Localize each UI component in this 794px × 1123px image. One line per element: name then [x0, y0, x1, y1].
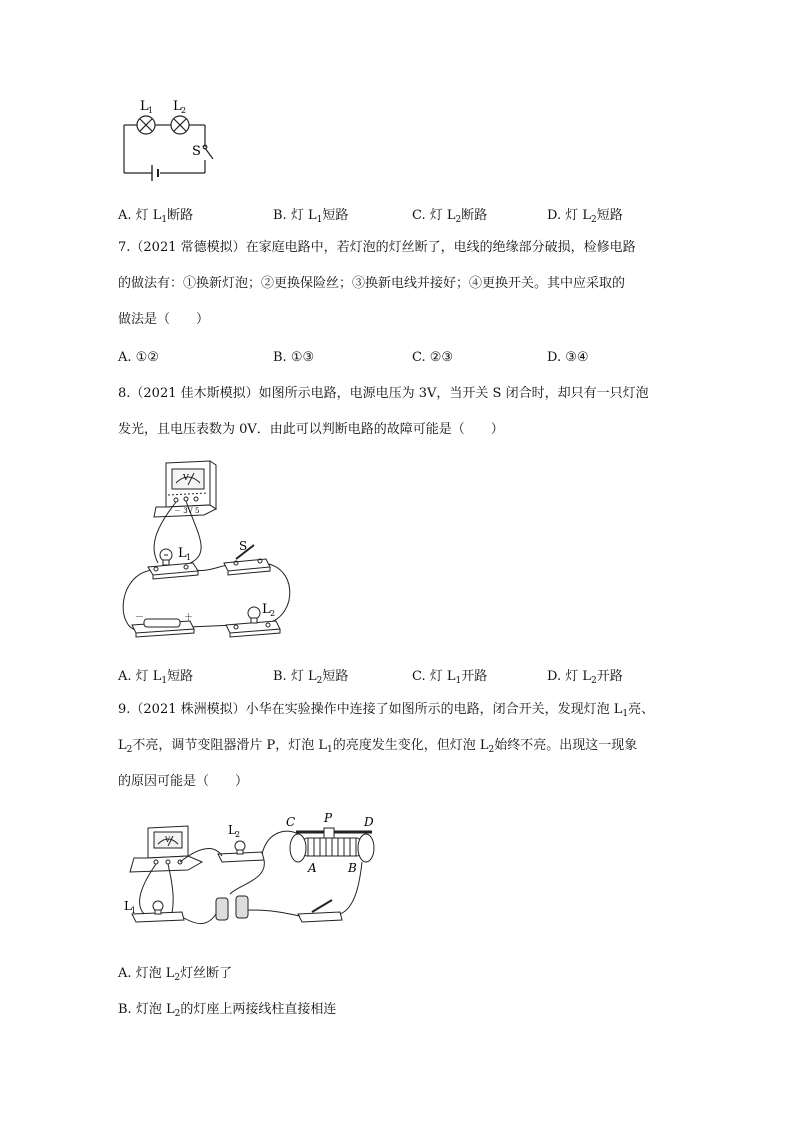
label-c: C	[286, 815, 296, 829]
voltmeter-label: V	[183, 473, 189, 482]
q7-option-c[interactable]: C. ②③	[412, 350, 454, 365]
label-s: S	[192, 144, 201, 159]
q7-option-a[interactable]: A. ①②	[118, 350, 159, 365]
q7-option-b[interactable]: B. ①③	[273, 350, 315, 365]
q9-circuit-picture	[118, 810, 398, 940]
battery-icon	[216, 896, 248, 920]
q8-option-a[interactable]: A. 灯 $L_1$短路	[118, 669, 194, 686]
label-d: D	[364, 815, 374, 829]
q9-stem-line2: $L_2$不亮，调节变阻器滑片 P，灯泡 $L_1$的亮度发生变化，但灯泡 $L_2$始终不亮。出现这一现象	[118, 738, 638, 755]
q8-option-c[interactable]: C. 灯 $L_1$开路	[412, 669, 488, 686]
lamp-icon	[137, 116, 155, 134]
voltmeter-icon	[130, 826, 202, 872]
bulb-icon	[235, 841, 245, 854]
q7-option-d[interactable]: D. ③④	[547, 350, 589, 365]
q7-stem-line3: 做法是（ ）	[118, 312, 210, 327]
bulb-icon	[153, 901, 163, 914]
label-p: P	[324, 811, 333, 825]
battery-plus: ＋	[184, 613, 194, 623]
label-l1-sub: 1	[148, 106, 154, 115]
label-l2: L	[173, 99, 182, 114]
q8-option-b[interactable]: B. 灯 $L_2$短路	[273, 669, 349, 686]
q7-stem-line2: 的做法有：①换新灯泡；②更换保险丝；③换新电线并接好；④更换开关。其中应采取的	[118, 276, 626, 291]
label-l2: L	[262, 602, 271, 617]
voltmeter-terminals: － 3V 5	[174, 507, 200, 515]
switch-icon	[298, 900, 342, 922]
q9-option-a[interactable]: A. 灯泡 $L_2$灯丝断了	[118, 966, 233, 983]
label-l1: L	[124, 899, 132, 913]
label-l2: L	[228, 823, 236, 837]
label-a: A	[308, 861, 317, 875]
bulb-icon	[248, 607, 260, 623]
label-l1-sub: 1	[131, 906, 137, 915]
q8-stem-line1: 8.（2021 佳木斯模拟）如图所示电路，电源电压为 3V，当开关 S 闭合时，却只有一只灯泡	[118, 386, 649, 401]
q8-stem-line2: 发光，且电压表数为 0V．由此可以判断电路的故障可能是（ ）	[118, 422, 504, 437]
rheostat-icon	[290, 828, 374, 862]
q6-option-a[interactable]: A. 灯 $L_1$断路	[118, 208, 194, 225]
label-l2-sub: 2	[270, 609, 276, 618]
q9-stem-line1: 9.（2021 株洲模拟）小华在实验操作中连接了如图所示的电路，闭合开关，发现灯泡 $L_1$亮、	[118, 702, 655, 719]
q9-stem-line3: 的原因可能是（ ）	[118, 774, 249, 789]
label-l1: L	[140, 99, 149, 114]
q8-option-d[interactable]: D. 灯 $L_2$开路	[547, 669, 623, 686]
label-l1: L	[178, 546, 187, 561]
bulb-icon	[160, 549, 172, 565]
label-s: S	[239, 539, 248, 553]
voltmeter-label: V	[165, 836, 171, 844]
lamp-icon	[171, 116, 189, 134]
q8-circuit-picture	[118, 455, 308, 645]
q9-option-b[interactable]: B. 灯泡 $L_2$的灯座上两接线柱直接相连	[118, 1002, 337, 1019]
q6-circuit-diagram	[110, 92, 230, 187]
label-l2-sub: 2	[235, 830, 241, 839]
battery-minus: －	[135, 613, 145, 623]
label-l1-sub: 1	[186, 553, 192, 562]
label-b: B	[348, 861, 357, 875]
q6-option-c[interactable]: C. 灯 $L_2$断路	[412, 208, 488, 225]
label-l2-sub: 2	[181, 106, 187, 115]
q6-option-b[interactable]: B. 灯 $L_1$短路	[273, 208, 349, 225]
q7-stem-line1: 7.（2021 常德模拟）在家庭电路中，若灯泡的灯丝断了，电线的绝缘部分破损，检修电路	[118, 240, 636, 255]
q6-option-d[interactable]: D. 灯 $L_2$短路	[547, 208, 623, 225]
